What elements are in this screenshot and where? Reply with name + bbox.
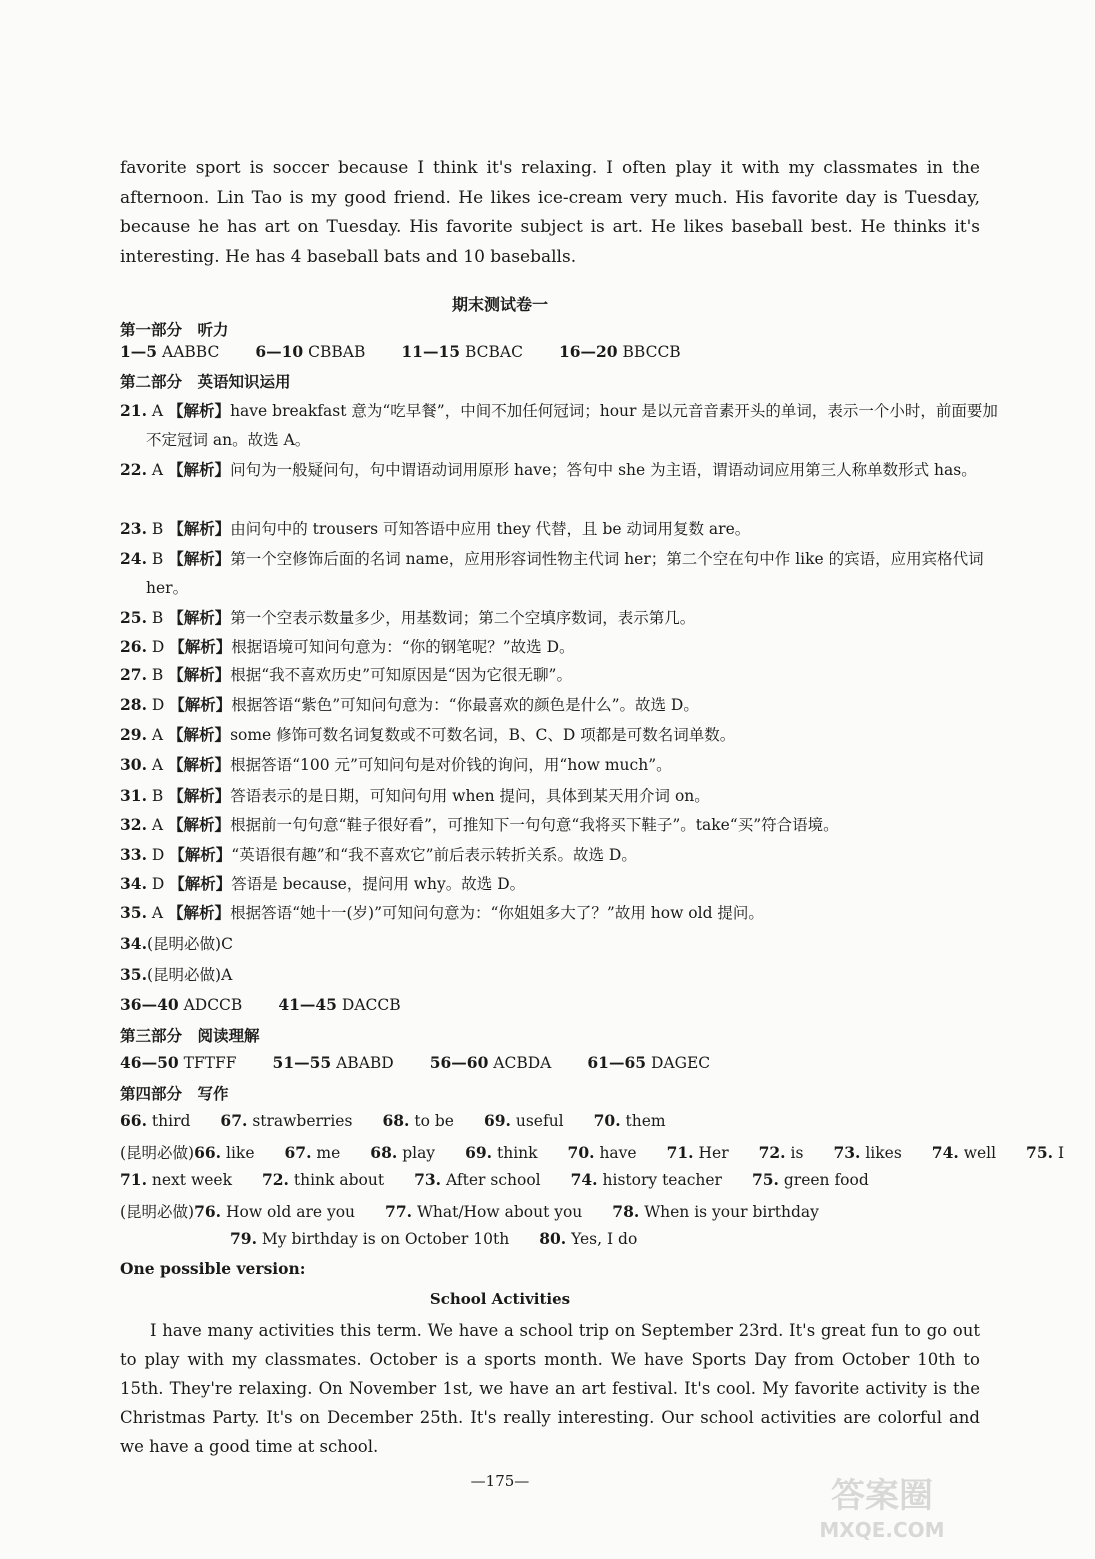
answer-word: green food: [783, 1171, 869, 1189]
item-number: 35.: [120, 903, 147, 922]
item-number: 33.: [120, 845, 147, 864]
item-number: 27.: [120, 665, 147, 684]
answer-word: well: [963, 1144, 997, 1162]
answer-group: [539, 1230, 651, 1248]
analysis-text: 问句为一般疑问句，句中谓语动词用原形 have；答句中 she 为主语，谓语动词应用第三人称单数形式 has。: [230, 461, 977, 479]
analysis-text: 根据前一句句意“鞋子很好看”，可推知下一句句意“我将买下鞋子”。take“买”符合语境。: [230, 816, 839, 834]
answer-group: [285, 1144, 355, 1162]
item-answer: B: [151, 609, 164, 627]
answer-number: 72.: [261, 1170, 289, 1189]
item-number: 26.: [120, 637, 147, 656]
analysis-item: [120, 810, 1006, 840]
analysis-tag: 【解析】: [168, 665, 231, 684]
item-answer: B: [151, 666, 164, 684]
answer-group: [230, 1230, 523, 1248]
answer-word: strawberries: [252, 1112, 353, 1130]
analysis-item: [120, 869, 1006, 899]
answer-group: [571, 1171, 736, 1189]
analysis-text: have breakfast 意为“吃早餐”，中间不加任何冠词；hour 是以元音音素开头的单词，表示一个小时，前面要加不定冠词 an。故选 A。: [146, 402, 998, 449]
answer-group: [255, 343, 379, 361]
analysis-item: [120, 660, 1006, 690]
answer-number: 69.: [483, 1111, 511, 1130]
item-number: 34.: [120, 934, 147, 953]
answer-group: [194, 1203, 369, 1221]
answer-group: [370, 1144, 449, 1162]
answer-number: 66.: [194, 1143, 222, 1162]
answer-group: [401, 343, 537, 361]
answer-range: 36—40: [120, 995, 179, 1014]
answer-key: BCBAC: [464, 343, 523, 361]
answer-number: 71.: [120, 1170, 147, 1189]
answer-word: likes: [865, 1144, 902, 1162]
item-answer: B: [151, 520, 164, 538]
analysis-text: “英语很有趣”和“我不喜欢它”前后表示转折关系。故选 D。: [231, 846, 637, 864]
answer-number: 75.: [1026, 1143, 1054, 1162]
analysis-text: 第一个空修饰后面的名词 name，应用形容词性物主代词 her；第二个空在句中作 like 的宾语，应用宾格代词 her。: [146, 550, 984, 597]
analysis-tag: 【解析】: [169, 637, 232, 656]
answer-group: [278, 996, 414, 1014]
item-answer: A: [151, 461, 164, 479]
item-number: 32.: [120, 815, 147, 834]
answer-number: 73.: [414, 1170, 442, 1189]
item-answer: A: [151, 726, 164, 744]
answer-key: TFTFF: [183, 1054, 237, 1072]
item-answer: D: [151, 875, 165, 893]
answer-range: 6—10: [255, 342, 304, 361]
analysis-tag: 【解析】: [168, 815, 231, 834]
answer-key: ADCCB: [183, 996, 243, 1014]
answer-word: next week: [151, 1171, 232, 1189]
answer-range: 51—55: [272, 1053, 332, 1072]
exam-title: 期末测试卷一: [451, 295, 548, 314]
answer-group: [382, 1112, 468, 1130]
version-label: One possible version:: [120, 1259, 306, 1278]
answer-group: [568, 1144, 651, 1162]
analysis-tag: 【解析】: [169, 874, 232, 893]
answer-group: [430, 1054, 566, 1072]
answer-word: My birthday is on October 10th: [261, 1230, 510, 1248]
item-answer: B: [151, 787, 164, 805]
essay-text: I have many activities this term. We have a school trip on September 23rd. It's great fun to go out to play with my classmates. October is a sports month. We have Sports Day from October 10th to 15th. They're relaxing. On November 1st, we have an art festival. It's cool. My favorite activity is the Christmas Party. It's on December 25th. It's really interesting. Our school activities are colorful and we have a good time at school.: [120, 1321, 980, 1456]
answer-group: [120, 343, 233, 361]
answer-number: 79.: [230, 1229, 257, 1248]
answer-word: play: [402, 1144, 436, 1162]
answer-group: [194, 1144, 268, 1162]
part4-line3: [120, 1170, 985, 1189]
answer-word: useful: [515, 1112, 564, 1130]
analysis-item: [120, 514, 1006, 544]
analysis-item: [120, 720, 1006, 750]
intro-paragraph: favorite sport is soccer because I think it's relaxing. I often play it with my classmates in the afternoon. Lin Tao is my good friend. He likes ice-cream very much. His favorite day is Tuesday, because he has art on Tuesday. His favorite subject is art. He likes baseball best. He thinks it's interesting. He has 4 baseball bats and 10 baseballs.: [120, 158, 980, 267]
answer-group: [752, 1171, 883, 1189]
answer-range: 11—15: [401, 342, 461, 361]
answer-number: 67.: [220, 1111, 248, 1130]
item-number: 22.: [120, 460, 147, 479]
kunming-item: [120, 960, 980, 990]
answer-number: 76.: [194, 1202, 222, 1221]
item-number: 24.: [120, 549, 147, 568]
item-answer: C: [221, 935, 233, 953]
item-number: 25.: [120, 608, 147, 627]
answer-group: [1026, 1144, 1078, 1162]
answer-group: [120, 1171, 246, 1189]
answer-key: ABABD: [336, 1054, 394, 1072]
analysis-tag: 【解析】: [168, 549, 231, 568]
answer-group: [587, 1054, 724, 1072]
item-answer: D: [151, 846, 165, 864]
answer-word: history teacher: [602, 1171, 722, 1189]
item-answer: A: [151, 402, 164, 420]
answer-number: 68.: [382, 1111, 410, 1130]
answer-number: 73.: [833, 1143, 861, 1162]
analysis-tag: 【解析】: [168, 460, 231, 479]
item-number: 29.: [120, 725, 147, 744]
analysis-item: [120, 898, 1006, 928]
item-number: 35.: [120, 965, 147, 984]
item-number: 30.: [120, 755, 147, 774]
part2-answers-36-45: [120, 995, 985, 1014]
analysis-item: [120, 781, 1006, 811]
analysis-tag: 【解析】: [169, 845, 232, 864]
answer-word: them: [625, 1112, 666, 1130]
answer-word: think about: [293, 1171, 385, 1189]
answer-group: [414, 1171, 555, 1189]
item-number: 28.: [120, 695, 147, 714]
answer-range: 61—65: [587, 1053, 647, 1072]
answer-word: Her: [698, 1144, 729, 1162]
answer-number: 77.: [385, 1202, 412, 1221]
part3-heading: 第三部分 阅读理解: [120, 1027, 260, 1045]
analysis-item: [120, 690, 1006, 720]
kunming-label: (昆明必做): [120, 1203, 195, 1221]
item-answer: A: [151, 756, 164, 774]
answer-group: [484, 1112, 578, 1130]
answer-number: 70.: [567, 1143, 595, 1162]
analysis-text: 由问句中的 trousers 可知答语中应用 they 代替，且 be 动词用复数 are。: [230, 520, 751, 538]
essay-title: School Activities: [429, 1290, 571, 1308]
part4-line5: [230, 1229, 1095, 1248]
answer-number: 69.: [465, 1143, 493, 1162]
answer-number: 80.: [539, 1229, 567, 1248]
answer-key: CBBAB: [308, 343, 366, 361]
answer-number: 75.: [751, 1170, 779, 1189]
kunming-item: [120, 929, 980, 959]
answer-key: AABBC: [162, 343, 220, 361]
answer-range: 56—60: [429, 1053, 489, 1072]
analysis-text: 根据答语“她十一(岁)”可知问句意为：“你姐姐多大了？”故用 how old 提问。: [230, 904, 764, 922]
answer-group: [667, 1144, 743, 1162]
analysis-item: [120, 840, 1006, 870]
part4-line4: [120, 1200, 985, 1222]
item-answer: A: [151, 904, 164, 922]
answer-group: [559, 343, 695, 361]
answer-word: I: [1057, 1144, 1065, 1162]
answer-word: think: [496, 1144, 538, 1162]
watermark-logo: [782, 1465, 982, 1545]
analysis-text: 根据答语“紫色”可知问句意为：“你最喜欢的颜色是什么”。故选 D。: [231, 696, 699, 714]
part2-heading: 第二部分 英语知识运用: [120, 373, 291, 391]
answer-group: [612, 1203, 833, 1221]
analysis-text: 答语是 because，提问用 why。故选 D。: [231, 875, 526, 893]
analysis-item: [120, 632, 1006, 662]
analysis-item: [120, 455, 1006, 485]
analysis-tag: 【解析】: [168, 608, 231, 627]
answer-word: third: [151, 1112, 191, 1130]
kunming-label: (昆明必做): [120, 1144, 195, 1162]
watermark-bottom: MXQE.COM: [819, 1518, 945, 1542]
part3-answers: [120, 1053, 985, 1072]
item-answer: A: [221, 966, 233, 984]
answer-number: 68.: [370, 1143, 398, 1162]
watermark-top: 答案圈: [831, 1476, 933, 1516]
answer-range: 1—5: [120, 342, 158, 361]
analysis-tag: 【解析】: [168, 903, 231, 922]
analysis-text: 根据答语“100 元”可知问句是对价钱的询问，用“how much”。: [230, 756, 672, 774]
answer-number: 72.: [758, 1143, 786, 1162]
item-answer: B: [151, 550, 164, 568]
answer-number: 70.: [593, 1111, 621, 1130]
answer-word: When is your birthday: [644, 1203, 819, 1221]
analysis-text: 第一个空表示数量多少，用基数词；第二个空填序数词，表示第几。: [230, 609, 696, 627]
answer-group: [833, 1144, 915, 1162]
answer-group: [594, 1112, 680, 1130]
answer-word: to be: [414, 1112, 454, 1130]
part4-heading: 第四部分 写作: [120, 1085, 229, 1103]
answer-range: 16—20: [558, 342, 618, 361]
analysis-tag: 【解析】: [168, 519, 231, 538]
answer-key: DAGEC: [650, 1054, 711, 1072]
analysis-item: [120, 603, 1006, 633]
answer-word: What/How about you: [416, 1203, 583, 1221]
kunming-label: (昆明必做): [146, 935, 222, 953]
answer-group: [273, 1054, 408, 1072]
analysis-text: 根据语境可知问句意为：“你的钢笔呢？”故选 D。: [231, 638, 575, 656]
item-answer: A: [151, 816, 164, 834]
analysis-text: 根据“我不喜欢历史”可知原因是“因为它很无聊”。: [230, 666, 572, 684]
part1-heading: 第一部分 听力: [120, 321, 229, 339]
answer-key: ACBDA: [493, 1054, 552, 1072]
analysis-item: [120, 544, 1006, 603]
answer-group: [759, 1144, 818, 1162]
answer-number: 74.: [931, 1143, 959, 1162]
item-number: 34.: [120, 874, 147, 893]
answer-number: 71.: [666, 1143, 694, 1162]
item-number: 21.: [120, 401, 147, 420]
answer-word: After school: [445, 1171, 541, 1189]
part1-answers: [120, 342, 985, 361]
answer-group: [262, 1171, 398, 1189]
answer-key: BBCCB: [622, 343, 681, 361]
answer-group: [220, 1112, 366, 1130]
page-number: —175—: [470, 1472, 530, 1490]
answer-key: DACCB: [341, 996, 401, 1014]
answer-number: 67.: [284, 1143, 312, 1162]
answer-word: like: [226, 1144, 255, 1162]
item-answer: D: [151, 638, 165, 656]
answer-group: [120, 996, 256, 1014]
analysis-text: some 修饰可数名词复数或不可数名词，B、C、D 项都是可数名词单数。: [230, 726, 736, 744]
answer-number: 74.: [570, 1170, 598, 1189]
kunming-label: (昆明必做): [146, 966, 222, 984]
item-answer: D: [151, 696, 165, 714]
answer-word: have: [599, 1144, 637, 1162]
answer-group: [120, 1054, 251, 1072]
part4-line1: [120, 1111, 985, 1130]
analysis-item: [120, 396, 1006, 455]
item-number: 31.: [120, 786, 147, 805]
answer-number: 66.: [120, 1111, 147, 1130]
answer-word: How old are you: [226, 1203, 356, 1221]
answer-group: [120, 1112, 204, 1130]
analysis-text: 答语表示的是日期，可知问句用 when 提问，具体到某天用介词 on。: [230, 787, 710, 805]
analysis-tag: 【解析】: [168, 755, 231, 774]
answer-group: [932, 1144, 1010, 1162]
part4-line2: [120, 1141, 1065, 1163]
answer-word: is: [790, 1144, 804, 1162]
answer-group: [465, 1144, 551, 1162]
analysis-tag: 【解析】: [168, 725, 231, 744]
answer-range: 41—45: [278, 995, 337, 1014]
analysis-tag: 【解析】: [169, 695, 232, 714]
answer-word: me: [316, 1144, 341, 1162]
answer-range: 46—50: [120, 1053, 179, 1072]
answer-number: 78.: [612, 1202, 640, 1221]
answer-group: [385, 1203, 596, 1221]
answer-word: Yes, I do: [571, 1230, 638, 1248]
analysis-item: [120, 750, 1006, 780]
analysis-tag: 【解析】: [168, 786, 231, 805]
analysis-tag: 【解析】: [168, 401, 231, 420]
item-number: 23.: [120, 519, 147, 538]
